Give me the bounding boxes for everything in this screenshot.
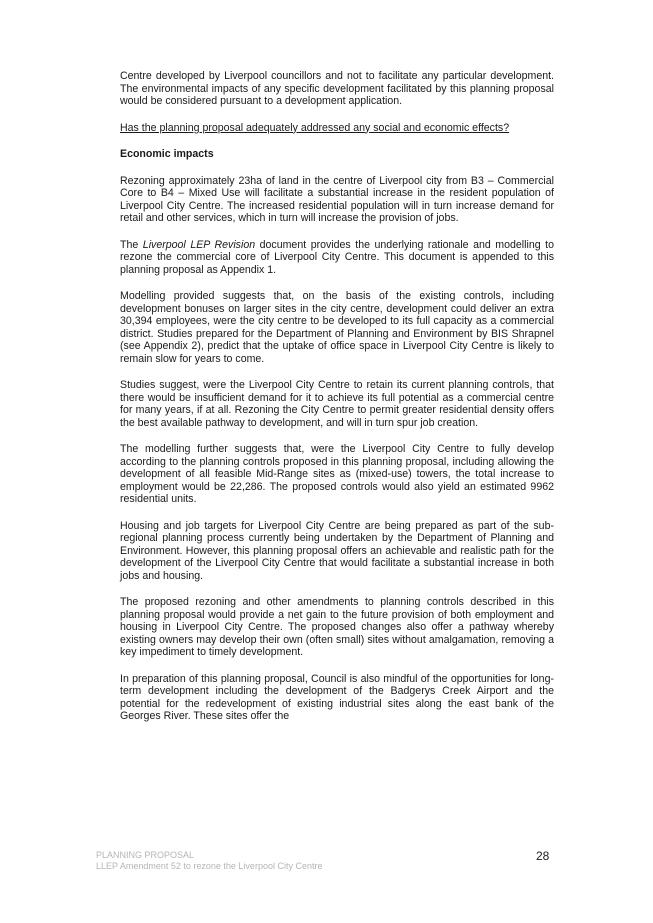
section-heading: Economic impacts — [120, 148, 214, 160]
footer-title: PLANNING PROPOSAL — [96, 850, 195, 860]
paragraph-intro: Centre developed by Liverpool councillors and not to facilitate any particular development. The environmental impacts of any specific development facilitated by this planning proposal would be considered pursuant to a development application. — [120, 70, 554, 107]
document-title-italic: Liverpool LEP Revision — [142, 238, 256, 251]
paragraph-modelling: Modelling provided suggests that, on the basis of the existing controls, including development bonuses on larger sites in the city centre, development could deliver an extra 30,394 employees, were the city centre to be developed to its full capacity as a commercial district. Studies prepared for the Department of Planning and Environment by BIS Shrapnel (see Appendix 2), predict that the uptake of office space in Liverpool City Centre is likely to remain slow for years to come. — [120, 290, 554, 365]
page-number: 28 — [536, 849, 550, 863]
paragraph-proposed-rezoning: The proposed rezoning and other amendments to planning controls described in this planning proposal would provide a net gain to the future provision of both employment and housing in Liverpool City Centre. The proposed changes also offer a pathway whereby existing owners may develop their own (often small) sites without amalgamation, removing a key impediment to timely development. — [120, 596, 554, 658]
paragraph-preparation: In preparation of this planning proposal, Council is also mindful of the opportunities for long-term development including the development of the Badgerys Creek Airport and the potential for the redevelopment of existing industrial sites along the east bank of the Georges River. These sites offer the — [120, 672, 554, 722]
paragraph-rezoning: Rezoning approximately 23ha of land in the centre of Liverpool city from B3 – Commercial Core to B4 – Mixed Use will facilitate a substantial increase in the resident population of Liverpool City Centre. The increased residential population will in turn increase demand for retail and other services, which in turn will increase the provision of jobs. — [120, 174, 554, 224]
page-footer — [96, 850, 322, 872]
body-text — [120, 70, 554, 723]
paragraph-lep-revision — [120, 239, 554, 277]
paragraph-targets: Housing and job targets for Liverpool City Centre are being prepared as part of the sub-regional planning process currently being undertaken by the Department of Planning and Environment. However, this planning proposal offers an achievable and realistic path for the development of the Liverpool City Centre that would facilitate a substantial increase in both jobs and housing. — [120, 519, 554, 582]
text-run: The — [120, 238, 143, 251]
text-run: document provides the underlying rationale and modelling to rezone the commercial core of Liverpool City Centre. This document is appended to this planning proposal as Appendix 1. — [120, 238, 555, 276]
section-question: Has the planning proposal adequately addressed any social and economic effects? — [120, 121, 510, 134]
paragraph-studies: Studies suggest, were the Liverpool City Centre to retain its current planning controls, that there would be insufficient demand for it to achieve its full potential as a commercial centre for many years, if at all. Rezoning the City Centre to permit greater residential density offers the best available pathway to development, and will in turn spur job creation. — [120, 379, 554, 429]
footer-subtitle: LLEP Amendment 52 to rezone the Liverpool City Centre — [96, 861, 323, 871]
paragraph-modelling-further: The modelling further suggests that, were the Liverpool City Centre to fully develop according to the planning controls proposed in this planning proposal, including allowing the development of all feasible Mid-Range sites as (mixed-use) towers, the total increase to employment would be 22,286. The proposed controls would also yield an estimated 9962 residential units. — [120, 443, 554, 505]
